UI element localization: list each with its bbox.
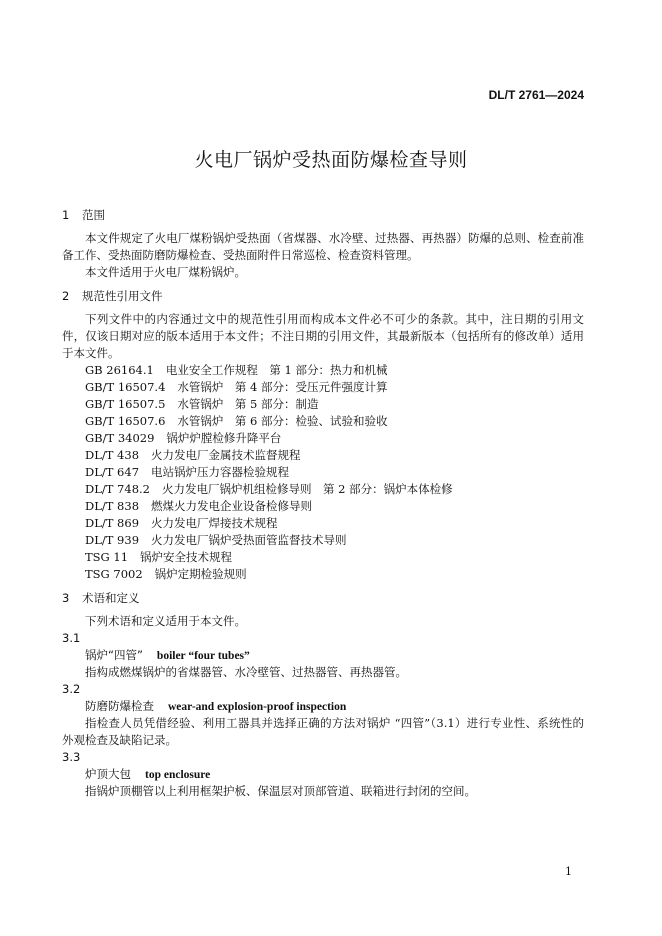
term-number: 3.2 [62,682,81,696]
term-heading [62,647,584,664]
term-definition: 指锅炉顶棚管以上利用框架护板、保温层对顶部管道、联箱进行封闭的空间。 [85,784,476,798]
reference-code: TSG 7002 [85,567,143,581]
reference-code: DL/T 647 [85,465,140,479]
reference-code: GB/T 16507.4 [85,380,166,394]
reference-code: DL/T 748.2 [85,482,150,496]
reference-title: 锅炉安全技术规程 [140,550,233,564]
term-english: top enclosure [145,769,211,781]
reference-item [62,379,584,396]
reference-title: 锅炉定期检验规则 [154,567,247,581]
term-chinese: 炉顶大包 [85,767,131,781]
reference-item [62,515,584,532]
document-code: DL/T 2761—2024 [488,88,584,102]
reference-code: DL/T 838 [85,499,140,513]
term-number: 3.3 [62,750,81,764]
scope-paragraph-2: 本文件适用于火电厂煤粉锅炉。 [85,265,246,279]
reference-title: 水管锅炉 第 5 部分：制造 [177,397,319,411]
term-english: wear-and explosion-proof inspection [168,701,347,713]
reference-code: GB/T 34029 [85,431,155,445]
term-number: 3.1 [62,631,81,645]
reference-title: 水管锅炉 第 4 部分：受压元件强度计算 [177,380,388,394]
reference-title: 水管锅炉 第 6 部分：检验、试验和验收 [177,414,388,428]
term-english: boiler “four tubes” [156,650,250,662]
reference-code: DL/T 869 [85,516,140,530]
reference-title: 火力发电厂锅炉受热面管监督技术导则 [151,533,347,547]
page-number: 1 [565,865,572,878]
scope-paragraph-1: 本文件规定了火电厂煤粉锅炉受热面（省煤器、水冷壁、过热器、再热器）防爆的总则、检查前准备工作、受热面防磨防爆检查、受热面附件日常巡检、检查资料管理。 [62,231,584,262]
term-definition: 指构成燃煤锅炉的省煤器管、水冷壁管、过热器管、再热器管。 [85,665,407,679]
reference-title: 锅炉炉膛检修升降平台 [166,431,282,445]
reference-title: 燃煤火力发电企业设备检修导则 [151,499,313,513]
reference-code: GB/T 16507.6 [85,414,166,428]
reference-code: DL/T 438 [85,448,140,462]
reference-item [62,362,584,379]
reference-code: TSG 11 [85,550,129,564]
reference-item [62,413,584,430]
reference-code: GB 26164.1 [85,363,154,377]
section-heading-terms: 3 术语和定义 [62,591,140,605]
reference-list [62,362,584,583]
section-heading-scope: 1 范围 [62,208,105,222]
terms-intro-paragraph: 下列术语和定义适用于本文件。 [85,614,246,628]
reference-item [62,498,584,515]
reference-item [62,447,584,464]
reference-title: 火力发电厂锅炉机组检修导则 第 2 部分：锅炉本体检修 [161,482,453,496]
term-list [62,630,584,800]
document-body [62,207,584,800]
reference-title: 火力发电厂金属技术监督规程 [151,448,301,462]
reference-item [62,549,584,566]
reference-item [62,566,584,583]
term-chinese: 防磨防爆检查 [85,699,154,713]
section-heading-normative-references: 2 规范性引用文件 [62,289,163,303]
reference-item [62,532,584,549]
reference-item [62,464,584,481]
reference-item [62,481,584,498]
reference-title: 电站锅炉压力容器检验规程 [151,465,290,479]
reference-code: GB/T 16507.5 [85,397,166,411]
reference-title: 电业安全工作规程 第 1 部分：热力和机械 [165,363,388,377]
reference-code: DL/T 939 [85,533,140,547]
references-intro-paragraph: 下列文件中的内容通过文中的规范性引用而构成本文件必不可少的条款。其中，注日期的引用文件，仅该日期对应的版本适用于本文件；不注日期的引用文件，其最新版本（包括所有的修改单）适用于本文件。 [62,312,584,360]
reference-title: 火力发电厂焊接技术规程 [151,516,278,530]
reference-item [62,430,584,447]
term-heading [62,698,584,715]
reference-item [62,396,584,413]
term-definition: 指检查人员凭借经验、利用工器具并选择正确的方法对锅炉 “四管”（3.1）进行专业性、系统性的外观检查及缺陷记录。 [62,716,584,747]
term-chinese: 锅炉“四管” [85,648,143,662]
term-heading [62,766,584,783]
document-title: 火电厂锅炉受热面防爆检查导则 [194,149,468,171]
